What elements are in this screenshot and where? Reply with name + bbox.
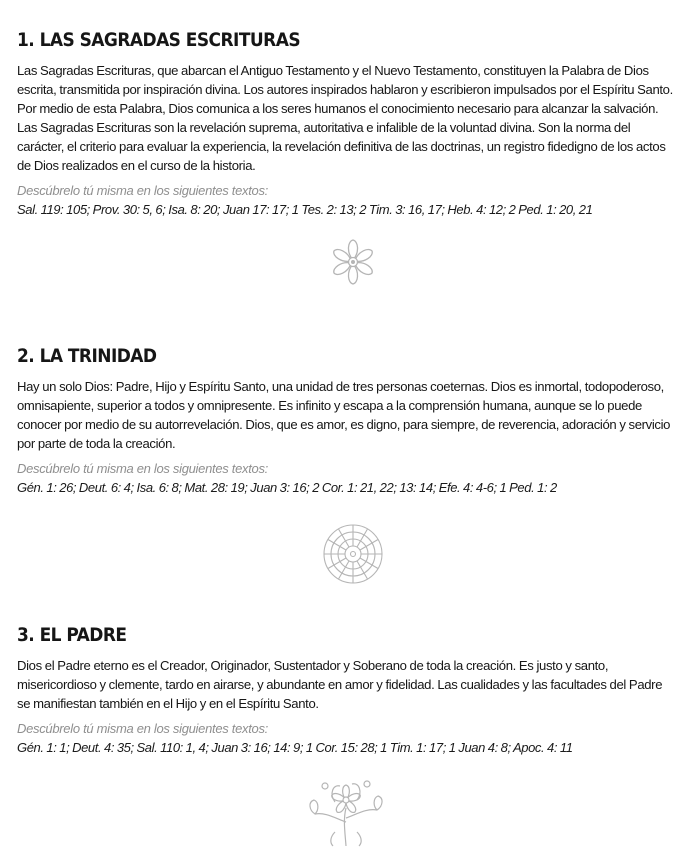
section-title: 1. LAS SAGRADAS ESCRITURAS [17, 30, 301, 51]
section-references: Gén. 1: 26; Deut. 6: 4; Isa. 6: 8; Mat. 28: 19; Juan 3: 16; 2 Cor. 1: 21, 22; 13: 14; Efe. 4: 4-6; 1 Ped. 1: 2 [17, 480, 557, 495]
section-body: Dios el Padre eterno es el Creador, Originador, Sustentador y Soberano de toda la creación. Es justo y santo, misericordioso y clemente, tardo en airarse, y abundante en amor y fidelidad. Las cualidades y las facultades del Padre se manifiestan también en el Hijo y en el Espíritu Santo. [17, 658, 663, 711]
section-hint: Descúbrelo tú misma en los siguientes textos: [17, 183, 268, 198]
section-hint: Descúbrelo tú misma en los siguientes textos: [17, 461, 268, 476]
section-body: Las Sagradas Escrituras, que abarcan el Antiguo Testamento y el Nuevo Testamento, constituyen la Palabra de Dios escrita, transmitida por inspiración divina. Los autores inspirados hablaron y escribieron impulsados por el Espíritu Santo. Por medio de esta Palabra, Dios comunica a los seres humanos el conocimiento necesario para alcanzar la salvación. Las Sagradas Escrituras son la revelación suprema, autoritativa e infalible de la voluntad divina. Son la norma del carácter, el criterio para evaluar la experiencia, la revelación definitiva de las doctrinas, un registro fidedigno de los actos de Dios realizados en el curso de la historia. [17, 63, 673, 173]
section-title: 2. LA TRINIDAD [17, 346, 157, 367]
section-title: 3. EL PADRE [17, 625, 127, 646]
section-hint: Descúbrelo tú misma en los siguientes textos: [17, 721, 268, 736]
section-references: Gén. 1: 1; Deut. 4: 35; Sal. 110: 1, 4; Juan 3: 16; 14: 9; 1 Cor. 15: 28; 1 Tim. 1: 17; 1 Juan 4: 8; Apoc. 4: 11 [17, 740, 573, 755]
section-references: Sal. 119: 105; Prov. 30: 5, 6; Isa. 8: 20; Juan 17: 17; 1 Tes. 2: 13; 2 Tim. 3: 16, 17; Heb. 4: 12; 2 Ped. 1: 20, 21 [17, 202, 593, 217]
section-body: Hay un solo Dios: Padre, Hijo y Espíritu Santo, una unidad de tres personas coeternas. Dios es inmortal, todopoderoso, omnisapiente, superior a todos y omnipresente. Es infinito y escapa a la comprensión humana, aunque se lo puede conocer por medio de su autorrevelación. Dios, que es amor, es digno, para siempre, de reverencia, adoración y servicio por parte de toda la creación. [17, 379, 671, 451]
section-el-padre [17, 625, 677, 757]
flower-ornament-icon [318, 239, 388, 285]
floral-sprig-ornament-icon [305, 772, 387, 852]
dahlia-ornament-icon [320, 521, 386, 587]
section-trinidad [17, 346, 677, 497]
section-sagradas-escrituras [17, 30, 677, 219]
